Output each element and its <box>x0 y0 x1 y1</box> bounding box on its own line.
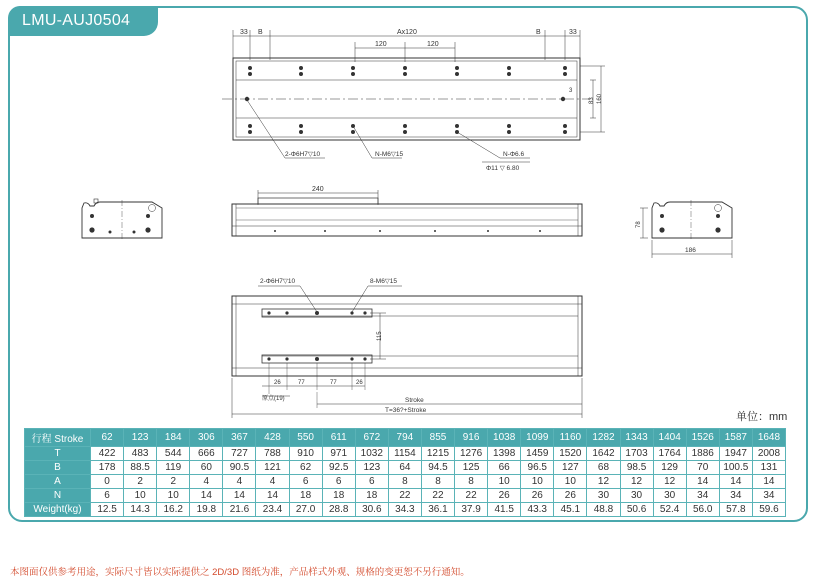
table-cell: 23.4 <box>256 503 289 517</box>
table-cell: 1459 <box>521 447 554 461</box>
table-cell: 43.3 <box>521 503 554 517</box>
dim-120-b: 120 <box>427 41 439 48</box>
table-row <box>25 475 786 489</box>
table-cell: 16.2 <box>157 503 190 517</box>
table-cell: 10 <box>157 489 190 503</box>
dim-b-right: B <box>536 29 541 36</box>
table-cell: 59.6 <box>752 503 785 517</box>
table-cell: 34 <box>719 489 752 503</box>
dim-160: 160 <box>597 93 603 104</box>
table-cell: 18 <box>322 489 355 503</box>
stroke-header-cell: 1648 <box>752 429 785 447</box>
table-cell: 422 <box>91 447 124 461</box>
stroke-header-cell: 672 <box>355 429 388 447</box>
table-cell: 2 <box>124 475 157 489</box>
stroke-header-cell: 306 <box>190 429 223 447</box>
table-cell: 4 <box>190 475 223 489</box>
callout-pin-top: 2-Φ6H7▽10 <box>285 151 321 158</box>
table-cell: 1398 <box>488 447 521 461</box>
stroke-header-cell: 1099 <box>521 429 554 447</box>
top-view <box>222 29 605 172</box>
table-cell: 10 <box>124 489 157 503</box>
dim-3: 3 <box>569 88 573 94</box>
table-cell: 666 <box>190 447 223 461</box>
table-row <box>25 489 786 503</box>
table-cell: 6 <box>91 489 124 503</box>
dim-77-a: 77 <box>298 380 305 386</box>
stroke-header-label: 行程 Stroke <box>25 429 91 447</box>
dim-115: 115 <box>377 331 383 341</box>
table-cell: 98.5 <box>620 461 653 475</box>
table-cell: 8 <box>421 475 454 489</box>
table-cell: 56.0 <box>686 503 719 517</box>
table-cell: 34.3 <box>388 503 421 517</box>
table-cell: 2008 <box>752 447 785 461</box>
callout-cbore-top: Φ11 ▽ 6.80 <box>486 165 520 172</box>
table-cell: 48.8 <box>587 503 620 517</box>
table-cell: 100.5 <box>719 461 752 475</box>
row-label: N <box>25 489 91 503</box>
table-row <box>25 447 786 461</box>
table-cell: 125 <box>455 461 488 475</box>
table-cell: 12 <box>653 475 686 489</box>
table-cell: 1154 <box>388 447 421 461</box>
unit-label: 单位：mm <box>736 411 788 423</box>
table-cell: 6 <box>289 475 322 489</box>
table-cell: 131 <box>752 461 785 475</box>
table-cell: 30 <box>587 489 620 503</box>
table-cell: 8 <box>388 475 421 489</box>
stroke-header-cell: 1526 <box>686 429 719 447</box>
callout-tap-bottom: 8-M6▽15 <box>370 278 398 285</box>
callout-tap-top: N-M6▽15 <box>375 151 404 158</box>
table-cell: 30.6 <box>355 503 388 517</box>
table-cell: 4 <box>256 475 289 489</box>
stroke-header-cell: 611 <box>322 429 355 447</box>
table-cell: 30 <box>620 489 653 503</box>
table-row <box>25 461 786 475</box>
stroke-header-cell: 1404 <box>653 429 686 447</box>
table-cell: 14 <box>719 475 752 489</box>
spec-body <box>25 447 786 517</box>
dim-stroke: Stroke <box>405 397 424 404</box>
end-view-right <box>636 200 732 258</box>
stroke-header-cell: 855 <box>421 429 454 447</box>
table-cell: 127 <box>554 461 587 475</box>
table-cell: 1032 <box>355 447 388 461</box>
model-tab: LMU-AUJ0504 <box>8 6 158 36</box>
table-cell: 34 <box>752 489 785 503</box>
table-cell: 10 <box>554 475 587 489</box>
table-cell: 57.8 <box>719 503 752 517</box>
table-cell: 90.5 <box>223 461 256 475</box>
table-cell: 94.5 <box>421 461 454 475</box>
table-cell: 2 <box>157 475 190 489</box>
table-cell: 68 <box>587 461 620 475</box>
table-cell: 34 <box>686 489 719 503</box>
table-cell: 121 <box>256 461 289 475</box>
table-cell: 64 <box>388 461 421 475</box>
dim-origin: 原点(19) <box>262 396 285 402</box>
table-cell: 22 <box>388 489 421 503</box>
dim-t: T=36?+Stroke <box>385 407 427 414</box>
table-cell: 18 <box>289 489 322 503</box>
table-cell: 21.6 <box>223 503 256 517</box>
end-view-left <box>82 199 162 240</box>
table-cell: 26 <box>521 489 554 503</box>
table-cell: 1886 <box>686 447 719 461</box>
table-cell: 18 <box>355 489 388 503</box>
table-cell: 12.5 <box>91 503 124 517</box>
dim-26-left: 26 <box>274 380 281 386</box>
dim-186: 186 <box>685 247 696 254</box>
table-cell: 10 <box>521 475 554 489</box>
table-cell: 1520 <box>554 447 587 461</box>
table-cell: 1276 <box>455 447 488 461</box>
table-cell: 178 <box>91 461 124 475</box>
dim-120-a: 120 <box>375 41 387 48</box>
table-cell: 50.6 <box>620 503 653 517</box>
table-cell: 26 <box>488 489 521 503</box>
table-cell: 92.5 <box>322 461 355 475</box>
table-cell: 70 <box>686 461 719 475</box>
table-cell: 1703 <box>620 447 653 461</box>
table-cell: 19.8 <box>190 503 223 517</box>
stroke-header-cell: 1038 <box>488 429 521 447</box>
table-cell: 544 <box>157 447 190 461</box>
table-cell: 12 <box>587 475 620 489</box>
table-cell: 123 <box>355 461 388 475</box>
table-cell: 36.1 <box>421 503 454 517</box>
dim-b-left: B <box>258 29 263 36</box>
dim-26-right: 26 <box>356 380 363 386</box>
row-label: A <box>25 475 91 489</box>
stroke-header-cell: 1587 <box>719 429 752 447</box>
row-label: Weight(kg) <box>25 503 91 517</box>
table-cell: 1642 <box>587 447 620 461</box>
table-cell: 26 <box>554 489 587 503</box>
table-cell: 27.0 <box>289 503 322 517</box>
callout-hole-top: N-Φ6.6 <box>503 151 525 158</box>
table-cell: 22 <box>455 489 488 503</box>
stroke-header-cell: 1160 <box>554 429 587 447</box>
table-cell: 60 <box>190 461 223 475</box>
table-cell: 727 <box>223 447 256 461</box>
spec-table <box>24 428 786 517</box>
footer-note: 本图面仅供参考用途，实际尺寸皆以实际提供之 2D/3D 图纸为准，产品样式外观、规格的变更恕不另行通知。 <box>10 567 470 578</box>
table-cell: 14 <box>752 475 785 489</box>
stroke-header-cell: 1282 <box>587 429 620 447</box>
table-cell: 14 <box>686 475 719 489</box>
table-cell: 62 <box>289 461 322 475</box>
table-cell: 14 <box>223 489 256 503</box>
table-cell: 22 <box>421 489 454 503</box>
table-cell: 483 <box>124 447 157 461</box>
top-holes <box>245 66 567 134</box>
table-row <box>25 503 786 517</box>
table-cell: 8 <box>455 475 488 489</box>
table-cell: 10 <box>488 475 521 489</box>
table-cell: 1764 <box>653 447 686 461</box>
stroke-header-cell: 428 <box>256 429 289 447</box>
table-cell: 88.5 <box>124 461 157 475</box>
table-cell: 4 <box>223 475 256 489</box>
stroke-header-cell: 123 <box>124 429 157 447</box>
table-cell: 910 <box>289 447 322 461</box>
stroke-header-cell: 184 <box>157 429 190 447</box>
bottom-view <box>232 278 582 418</box>
table-cell: 28.8 <box>322 503 355 517</box>
callout-pin-bottom: 2-Φ6H7▽10 <box>260 278 296 285</box>
table-cell: 37.9 <box>455 503 488 517</box>
table-cell: 66 <box>488 461 521 475</box>
table-cell: 119 <box>157 461 190 475</box>
dim-77-b: 77 <box>330 380 337 386</box>
table-cell: 14 <box>190 489 223 503</box>
table-cell: 6 <box>322 475 355 489</box>
stroke-header-cell: 1343 <box>620 429 653 447</box>
table-cell: 788 <box>256 447 289 461</box>
stroke-header-cell: 794 <box>388 429 421 447</box>
dim-78: 78 <box>636 221 642 228</box>
table-cell: 52.4 <box>653 503 686 517</box>
dim-240: 240 <box>312 186 324 193</box>
side-view <box>232 186 582 236</box>
table-cell: 96.5 <box>521 461 554 475</box>
stroke-header-cell: 367 <box>223 429 256 447</box>
table-cell: 12 <box>620 475 653 489</box>
table-cell: 14 <box>256 489 289 503</box>
dim-33-right: 33 <box>569 29 577 36</box>
stroke-header-cell: 916 <box>455 429 488 447</box>
table-cell: 1215 <box>421 447 454 461</box>
row-label: T <box>25 447 91 461</box>
table-cell: 1947 <box>719 447 752 461</box>
table-cell: 45.1 <box>554 503 587 517</box>
stroke-header-cell: 550 <box>289 429 322 447</box>
table-cell: 14.3 <box>124 503 157 517</box>
table-cell: 30 <box>653 489 686 503</box>
spec-header-row <box>25 429 786 447</box>
stroke-header-cell: 62 <box>91 429 124 447</box>
table-cell: 129 <box>653 461 686 475</box>
table-cell: 6 <box>355 475 388 489</box>
dim-83: 83 <box>589 97 595 104</box>
dim-33-left: 33 <box>240 29 248 36</box>
table-cell: 0 <box>91 475 124 489</box>
table-cell: 971 <box>322 447 355 461</box>
dim-a-120: Ax120 <box>397 29 417 36</box>
row-label: B <box>25 461 91 475</box>
table-cell: 41.5 <box>488 503 521 517</box>
